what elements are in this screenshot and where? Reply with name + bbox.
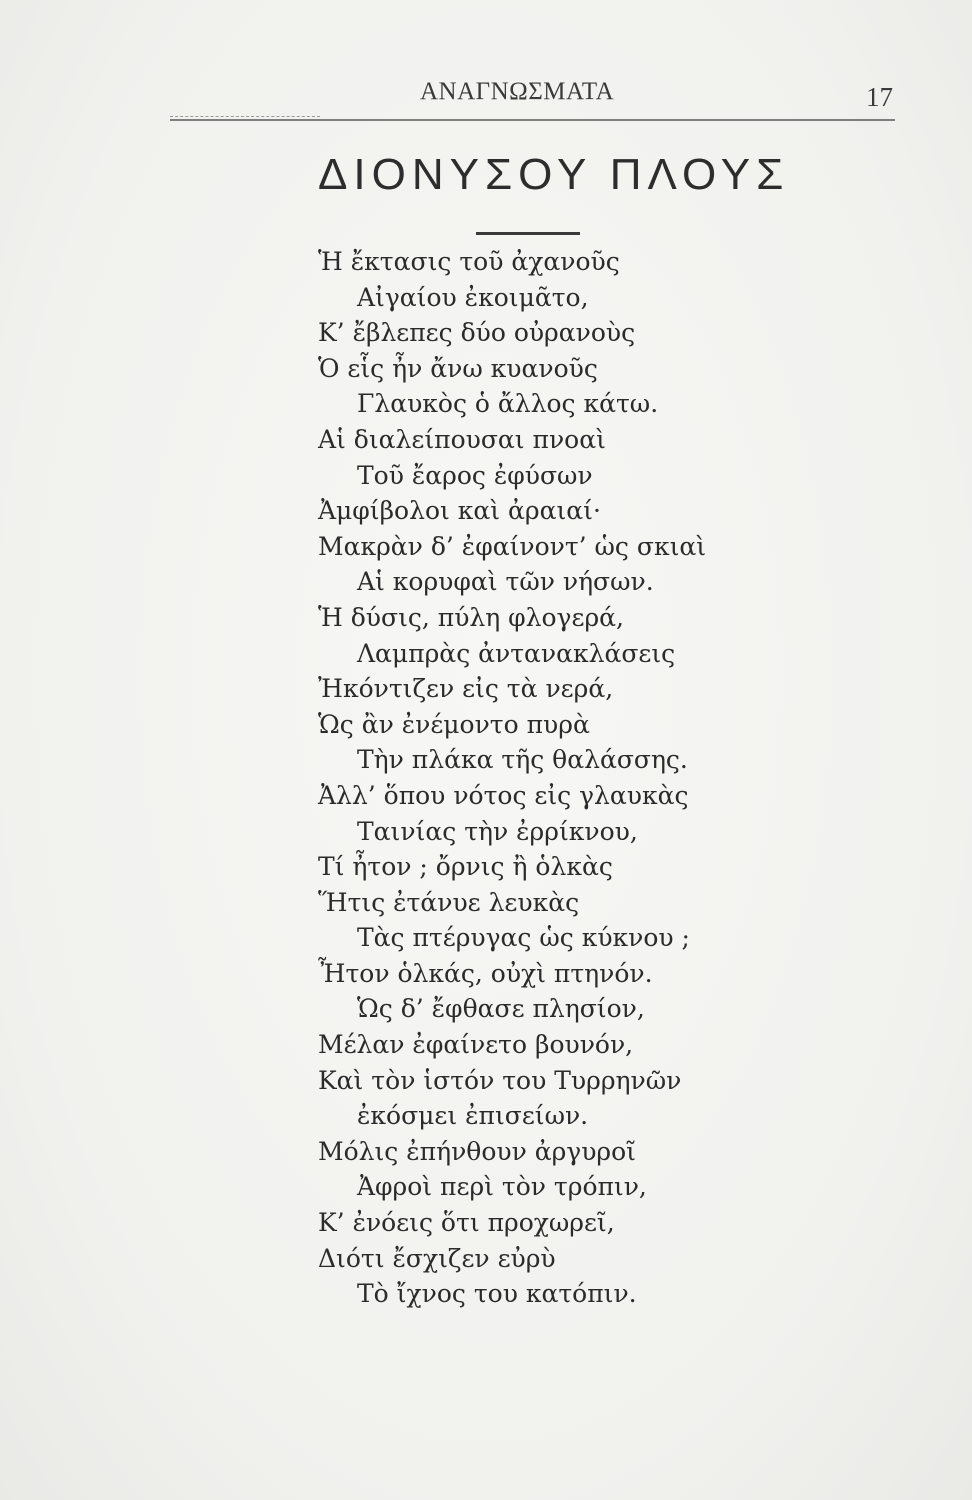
page-number: 17 xyxy=(866,82,893,112)
poem-body xyxy=(318,244,938,1312)
poem-line: Τί ἦτον ; ὄρνις ἢ ὁλκὰς xyxy=(318,852,613,882)
title-rule xyxy=(476,232,580,235)
poem-line: Ἠκόντιζεν εἰς τὰ νερά, xyxy=(318,674,614,704)
poem-line: Ἥτις ἐτάνυε λευκὰς xyxy=(318,887,580,917)
poem-line: Μόλις ἐπήνθουν ἀργυροῖ xyxy=(318,1136,636,1166)
poem-line: Ἀλλ’ ὅπου νότος εἰς γλαυκὰς xyxy=(318,780,689,810)
poem-line: Αἱ κορυφαὶ τῶν νήσων. xyxy=(357,567,654,597)
poem-line: Τὸ ἴχνος του κατόπιν. xyxy=(357,1279,637,1309)
poem-line: Κ’ ἔβλεπες δύο οὐρανοὺς xyxy=(318,318,636,348)
poem-line: Λαμπρὰς ἀντανακλάσεις xyxy=(357,638,676,668)
poem-line: Ταινίας τὴν ἐρρίκνου, xyxy=(357,816,638,846)
poem-line: Αἰγαίου ἐκοιμᾶτο, xyxy=(357,282,589,312)
poem-line: Ἀμφίβολοι καὶ ἀραιαί· xyxy=(318,496,601,526)
poem-line: Τὰς πτέρυγας ὡς κύκνου ; xyxy=(357,923,690,953)
poem-line: Τοῦ ἔαρος ἐφύσων xyxy=(357,460,593,490)
poem-line: Ἡ ἔκτασις τοῦ ἀχανοῦς xyxy=(318,247,620,276)
poem-line: Ὡς δ’ ἔφθασε πλησίον, xyxy=(357,994,645,1024)
poem-line: Ἦτον ὁλκάς, οὐχὶ πτηνόν. xyxy=(318,958,653,988)
poem-line: Ἡ δύσις, πύλη φλογερά, xyxy=(318,602,624,632)
running-head: ΑΝΑΓΝΩΣΜΑΤΑ xyxy=(420,78,615,105)
poem-line: Γλαυκὸς ὁ ἄλλος κάτω. xyxy=(357,389,659,419)
poem-line: Ὡς ἂν ἐνέμοντο πυρὰ xyxy=(318,709,590,739)
poem-line: Κ’ ἐνόεις ὅτι προχωρεῖ, xyxy=(318,1208,615,1238)
header-rule xyxy=(170,119,895,121)
poem-line: Ὁ εἷς ἦν ἄνω κυανοῦς xyxy=(318,353,598,383)
poem-line: Ἀφροὶ περὶ τὸν τρόπιν, xyxy=(357,1172,647,1202)
poem-line: ἐκόσμει ἐπισείων. xyxy=(357,1101,589,1131)
header-rule-fade xyxy=(170,116,320,117)
poem-line: Τὴν πλάκα τῆς θαλάσσης. xyxy=(357,745,688,775)
poem-line: Καὶ τὸν ἱστόν του Τυρρηνῶν xyxy=(318,1065,682,1095)
poem-line: Μακρὰν δ’ ἐφαίνοντ’ ὡς σκιαὶ xyxy=(318,531,707,561)
poem-line: Αἱ διαλείπουσαι πνοαὶ xyxy=(318,424,606,454)
poem-line: Μέλαν ἐφαίνετο βουνόν, xyxy=(318,1030,634,1060)
poem-line: Διότι ἔσχιζεν εὐρὺ xyxy=(318,1243,556,1273)
poem-title: ΔΙΟΝΥΣΟΥ ΠΛΟΥΣ xyxy=(318,150,790,199)
